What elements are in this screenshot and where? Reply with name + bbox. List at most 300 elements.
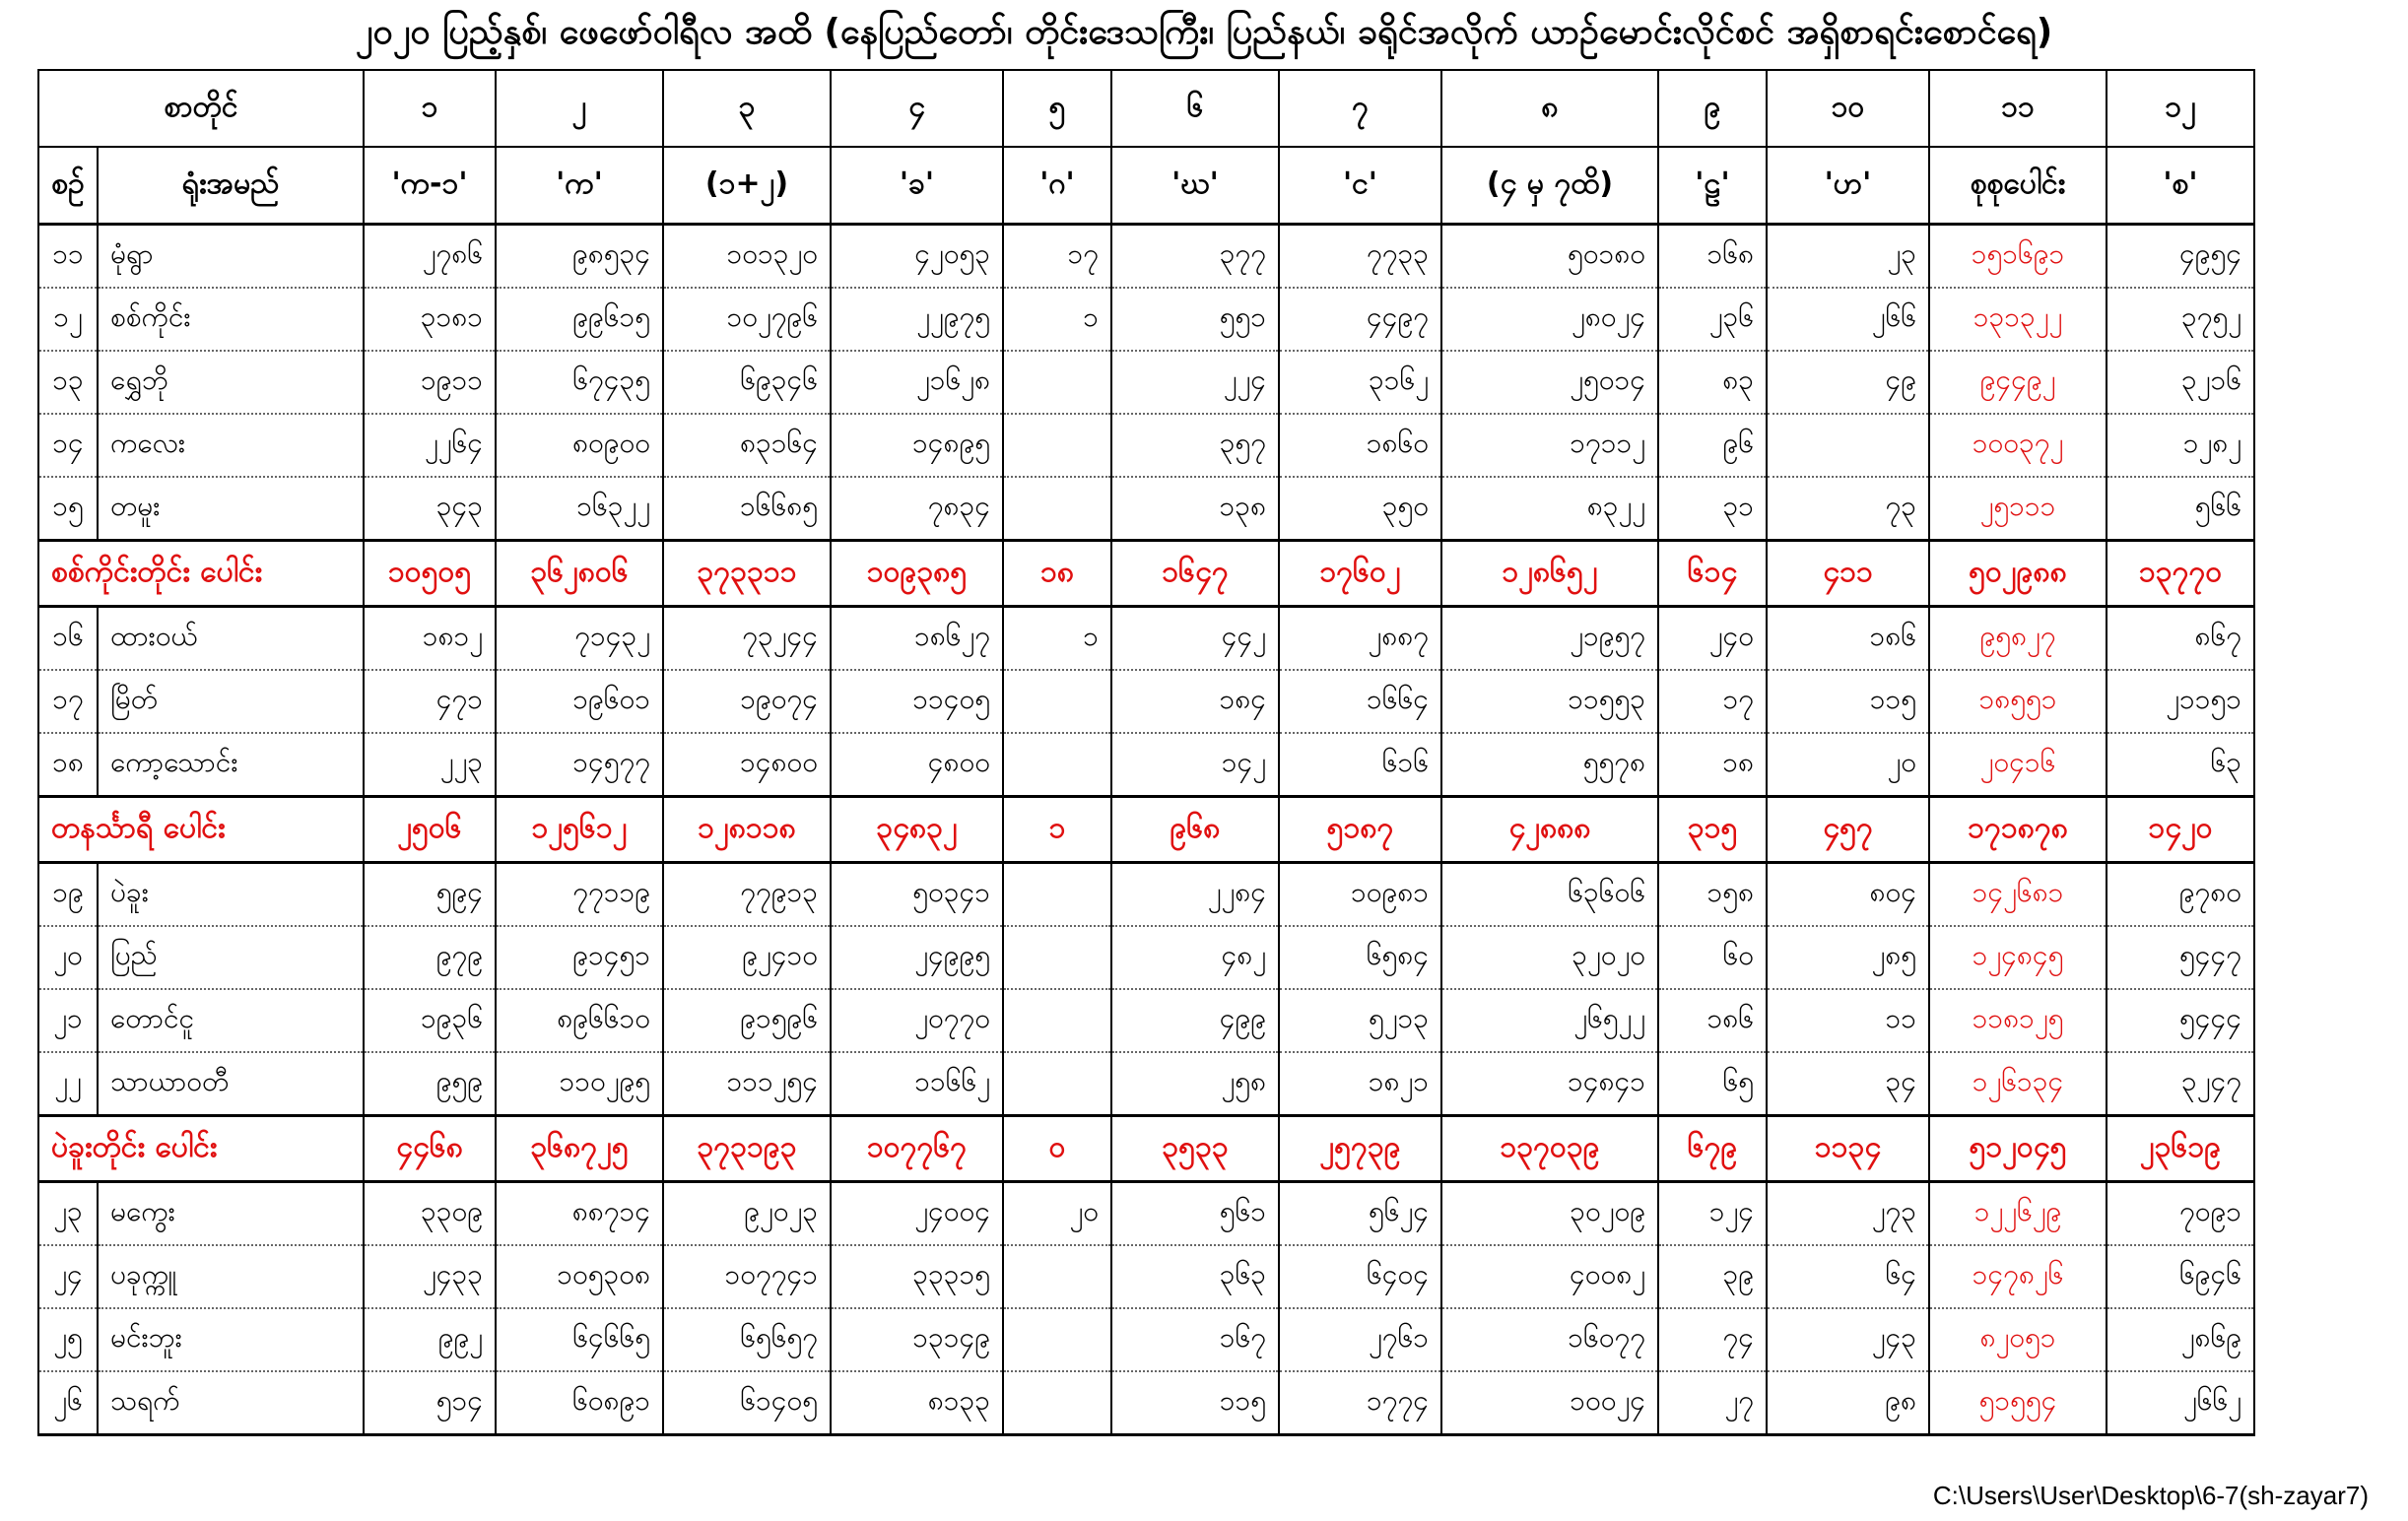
table-row	[38, 1182, 2254, 1246]
row-value: ၃၂၄၇	[2107, 1052, 2254, 1116]
subtotal-label: စစ်ကိုင်းတိုင်း ပေါင်း	[38, 541, 364, 607]
row-value: ၂၀၇၇၀	[831, 989, 1003, 1052]
row-office-name: မုံရွာ	[98, 225, 364, 289]
table-row	[38, 477, 2254, 541]
row-value	[1003, 1052, 1111, 1116]
row-value: ၁၄၂	[1111, 733, 1279, 797]
row-value: ၁၀၅၃၀၈	[496, 1245, 663, 1308]
row-value: ၆၅၆၅၇	[663, 1308, 831, 1371]
row-value: ၈၁၃၃	[831, 1371, 1003, 1435]
row-value: ၁၀၉၈၁	[1279, 863, 1441, 927]
row-value: ၆၉၄၆	[2107, 1245, 2254, 1308]
row-value: ၁၁၀၂၉၅	[496, 1052, 663, 1116]
row-total-value: ၁၂၆၁၃၄	[1929, 1052, 2107, 1116]
row-value: ၅၄၄၄	[2107, 989, 2254, 1052]
subtotal-value: ၆၁၄	[1658, 541, 1767, 607]
row-total-value: ၁၄၂၆၈၁	[1929, 863, 2107, 927]
row-value: ၃၇၇	[1111, 225, 1279, 289]
row-value: ၁၈၆၂၇	[831, 607, 1003, 671]
header-column-number: ၅	[1003, 70, 1111, 147]
row-value: ၂၁၁၅၁	[2107, 670, 2254, 733]
row-total-value: ၁၂၄၈၄၅	[1929, 926, 2107, 989]
row-value: ၂၈၀၂၄	[1441, 288, 1658, 351]
row-value: ၅၀၁၈၀	[1441, 225, 1658, 289]
row-value: ၁၇	[1003, 225, 1111, 289]
row-value: ၁၆၆၈၅	[663, 477, 831, 541]
row-value: ၁၈	[1658, 733, 1767, 797]
file-path-label: C:\Users\User\Desktop\6-7(sh-zayar7)	[1932, 1481, 2369, 1510]
header-category: စုစုပေါင်း	[1929, 147, 2107, 225]
header-category: 'က-၁'	[364, 147, 496, 225]
row-value: ၇၇၁၁၉	[496, 863, 663, 927]
row-value: ၉၁၄၅၁	[496, 926, 663, 989]
header-column-number: ၄	[831, 70, 1003, 147]
row-office-name: မင်းဘူး	[98, 1308, 364, 1371]
row-value: ၇၁၄၃၂	[496, 607, 663, 671]
row-value	[1767, 414, 1929, 477]
row-value: ၂၄၀၀၄	[831, 1182, 1003, 1246]
header-column-number: ၉	[1658, 70, 1767, 147]
row-value: ၅၆၂၄	[1279, 1182, 1441, 1246]
subtotal-value: ၁၀၉၃၈၅	[831, 541, 1003, 607]
row-serial: ၁၁	[38, 225, 98, 289]
row-value: ၈၃၁၆၄	[663, 414, 831, 477]
row-total-value: ၁၀၀၃၇၂	[1929, 414, 2107, 477]
row-total-value: ၁၂၂၆၂၉	[1929, 1182, 2107, 1246]
subtotal-value: ၅၁၈၇	[1279, 797, 1441, 863]
row-value: ၂၈၅	[1767, 926, 1929, 989]
row-value: ၃၀၂၀၉	[1441, 1182, 1658, 1246]
row-value: ၈၃၂၂	[1441, 477, 1658, 541]
subtotal-value: ၁၀၅၀၅	[364, 541, 496, 607]
row-value	[1003, 1371, 1111, 1435]
row-value: ၁၇၇၄	[1279, 1371, 1441, 1435]
row-serial: ၁၉	[38, 863, 98, 927]
row-value: ၄၀၀၈၂	[1441, 1245, 1658, 1308]
row-serial: ၁၂	[38, 288, 98, 351]
row-value: ၁၆၇	[1111, 1308, 1279, 1371]
row-value: ၈၈၇၁၄	[496, 1182, 663, 1246]
table-row	[38, 414, 2254, 477]
row-value: ၃၄၃	[364, 477, 496, 541]
table-row	[38, 989, 2254, 1052]
row-value: ၁၀၀၂၄	[1441, 1371, 1658, 1435]
row-value: ၂၆၆၂	[2107, 1371, 2254, 1435]
row-value: ၁၆၆၄	[1279, 670, 1441, 733]
row-value: ၄၄၉၇	[1279, 288, 1441, 351]
row-value: ၁၉၃၆	[364, 989, 496, 1052]
row-value: ၉၈၅၃၄	[496, 225, 663, 289]
row-value: ၁၇	[1658, 670, 1767, 733]
row-value: ၉၂၄၁၀	[663, 926, 831, 989]
row-value: ၁၀၇၇၄၁	[663, 1245, 831, 1308]
header-column-number: ၇	[1279, 70, 1441, 147]
license-table	[37, 69, 2255, 1436]
row-value: ၁၄၈၄၁	[1441, 1052, 1658, 1116]
row-value: ၃၅၇	[1111, 414, 1279, 477]
header-column-number: ၁	[364, 70, 496, 147]
row-value	[1003, 414, 1111, 477]
row-value: ၅၉၄	[364, 863, 496, 927]
row-value: ၅၄၄၇	[2107, 926, 2254, 989]
row-value: ၂၂၃	[364, 733, 496, 797]
header-column-number: ၆	[1111, 70, 1279, 147]
row-value: ၅၁၄	[364, 1371, 496, 1435]
row-value: ၈၀၄	[1767, 863, 1929, 927]
row-value: ၂၁၉၅၇	[1441, 607, 1658, 671]
page-title: ၂၀၂၀ ပြည့်နှစ်၊ ဖေဖော်ဝါရီလ အထိ (နေပြည်တော်၊ တိုင်းဒေသကြီး၊ ပြည်နယ်၊ ခရိုင်အလိုက် ယာဉ်မောင်းလိုင်စင် အရှိစာရင်းစောင်ရေ)	[355, 12, 2053, 52]
row-value: ၂၆၆	[1767, 288, 1929, 351]
table-row	[38, 607, 2254, 671]
header-title-cell: စာတိုင်	[38, 70, 364, 147]
row-value: ၃၃၀၉	[364, 1182, 496, 1246]
row-value: ၂၂၉၇၅	[831, 288, 1003, 351]
row-value: ၉၇၉	[364, 926, 496, 989]
header-category: 'ဠ'	[1658, 147, 1767, 225]
subtotal-value: ၁၀၇၇၆၇	[831, 1116, 1003, 1182]
row-office-name: ရွှေဘို	[98, 351, 364, 414]
row-value: ၃၆၃	[1111, 1245, 1279, 1308]
row-value: ၁၁၄၀၅	[831, 670, 1003, 733]
row-value: ၃၂၀၂၀	[1441, 926, 1658, 989]
row-value: ၈၃	[1658, 351, 1767, 414]
row-value: ၇၈၃၄	[831, 477, 1003, 541]
row-value	[1003, 863, 1111, 927]
row-office-name: မြိတ်	[98, 670, 364, 733]
subtotal-value: ၁၄၂၀	[2107, 797, 2254, 863]
row-value: ၉၂၀၂၃	[663, 1182, 831, 1246]
header-column-number: ၂	[496, 70, 663, 147]
header-category: 'ဟ'	[1767, 147, 1929, 225]
row-value: ၂၄၉၉၅	[831, 926, 1003, 989]
row-serial: ၂၃	[38, 1182, 98, 1246]
row-value: ၆၄၆၆၅	[496, 1308, 663, 1371]
row-value: ၅၅၇၈	[1441, 733, 1658, 797]
row-value: ၇၀၉၁	[2107, 1182, 2254, 1246]
row-serial: ၁၅	[38, 477, 98, 541]
subtotal-value: ၄၄၆၈	[364, 1116, 496, 1182]
row-value: ၃၅၀	[1279, 477, 1441, 541]
row-value: ၂၂၆၄	[364, 414, 496, 477]
subtotal-value: ၀	[1003, 1116, 1111, 1182]
row-value: ၂၅၈	[1111, 1052, 1279, 1116]
subtotal-value: ၄၂၈၈၈	[1441, 797, 1658, 863]
row-value: ၄၄၂	[1111, 607, 1279, 671]
header-row-categories	[38, 147, 2254, 225]
header-category: 'ဂ'	[1003, 147, 1111, 225]
row-value: ၂၈၈၇	[1279, 607, 1441, 671]
header-category: 'စ'	[2107, 147, 2254, 225]
row-value: ၁၉၀၇၄	[663, 670, 831, 733]
row-serial: ၂၀	[38, 926, 98, 989]
header-category: (၄ မှ ၇ထိ)	[1441, 147, 1658, 225]
subtotal-value: ၃၅၃၃	[1111, 1116, 1279, 1182]
row-value	[1003, 477, 1111, 541]
row-value: ၈၆၇	[2107, 607, 2254, 671]
row-value: ၃၂၁၆	[2107, 351, 2254, 414]
row-serial: ၂၁	[38, 989, 98, 1052]
row-value: ၂၇	[1658, 1371, 1767, 1435]
header-column-number: ၁၁	[1929, 70, 2107, 147]
row-value: ၂၅၀၁၄	[1441, 351, 1658, 414]
subtotal-value: ၁	[1003, 797, 1111, 863]
row-total-value: ၁၁၈၁၂၅	[1929, 989, 2107, 1052]
row-value: ၂၄၃၃	[364, 1245, 496, 1308]
row-value: ၂၇၆၁	[1279, 1308, 1441, 1371]
row-value: ၂၇၃	[1767, 1182, 1929, 1246]
row-serial: ၂၄	[38, 1245, 98, 1308]
row-office-name: စစ်ကိုင်း	[98, 288, 364, 351]
row-value: ၃၉	[1658, 1245, 1767, 1308]
row-value: ၄၉၅၄	[2107, 225, 2254, 289]
row-value: ၁၈၁၂	[364, 607, 496, 671]
row-value: ၉၈	[1767, 1371, 1929, 1435]
row-office-name: တောင်ငူ	[98, 989, 364, 1052]
row-serial: ၁၃	[38, 351, 98, 414]
header-category: (၁+၂)	[663, 147, 831, 225]
subtotal-value: ၁၁၃၄	[1767, 1116, 1929, 1182]
table-row	[38, 1245, 2254, 1308]
subtotal-value: ၁၃၇၇၀	[2107, 541, 2254, 607]
row-office-name: ကော့သောင်း	[98, 733, 364, 797]
row-value: ၈၉၆၆၁၀	[496, 989, 663, 1052]
row-serial: ၂၆	[38, 1371, 98, 1435]
table-row	[38, 670, 2254, 733]
table-row	[38, 1308, 2254, 1371]
row-value	[1003, 926, 1111, 989]
subtotal-row	[38, 1116, 2254, 1182]
row-value: ၁၄၈၀၀	[663, 733, 831, 797]
row-value: ၃၇၅၂	[2107, 288, 2254, 351]
row-value: ၁၁၅၅၃	[1441, 670, 1658, 733]
subtotal-value: ၆၇၉	[1658, 1116, 1767, 1182]
row-value: ၁၅၈	[1658, 863, 1767, 927]
row-value: ၁၈၂၁	[1279, 1052, 1441, 1116]
row-value: ၁၈၆	[1658, 989, 1767, 1052]
row-value: ၂၈၆၉	[2107, 1308, 2254, 1371]
table-row	[38, 1371, 2254, 1435]
row-value: ၄၂၀၅၃	[831, 225, 1003, 289]
row-value: ၈၀၉၀၀	[496, 414, 663, 477]
row-value: ၉၇၈၀	[2107, 863, 2254, 927]
row-serial: ၁၆	[38, 607, 98, 671]
row-value: ၃၃၃၁၅	[831, 1245, 1003, 1308]
row-value: ၆၃	[2107, 733, 2254, 797]
row-office-name: ကလေး	[98, 414, 364, 477]
header-column-number: ၁၂	[2107, 70, 2254, 147]
row-value: ၅၀၃၄၁	[831, 863, 1003, 927]
row-value: ၉၅၉	[364, 1052, 496, 1116]
row-value: ၃၄	[1767, 1052, 1929, 1116]
row-value: ၂၁၆၂၈	[831, 351, 1003, 414]
row-office-name: ပခုက္ကူ	[98, 1245, 364, 1308]
subtotal-value: ၂၃၆၁၉	[2107, 1116, 2254, 1182]
subtotal-value: ၅၁၂၀၄၅	[1929, 1116, 2107, 1182]
subtotal-value: ၁၇၆၀၂	[1279, 541, 1441, 607]
row-office-name: သရက်	[98, 1371, 364, 1435]
row-value	[1003, 733, 1111, 797]
subtotal-value: ၃၆၈၇၂၅	[496, 1116, 663, 1182]
row-value: ၂၀	[1767, 733, 1929, 797]
subtotal-value: ၁၃၇၀၃၉	[1441, 1116, 1658, 1182]
row-total-value: ၂၀၄၁၆	[1929, 733, 2107, 797]
row-value: ၉၆	[1658, 414, 1767, 477]
table-row	[38, 351, 2254, 414]
subtotal-label: တနင်္သာရီ ပေါင်း	[38, 797, 364, 863]
subtotal-value: ၂၅၇၃၉	[1279, 1116, 1441, 1182]
header-column-number: ၃	[663, 70, 831, 147]
row-value: ၅၆၆	[2107, 477, 2254, 541]
subtotal-value: ၃၆၂၈၀၆	[496, 541, 663, 607]
subtotal-value: ၁၆၄၇	[1111, 541, 1279, 607]
subtotal-value: ၄၅၇	[1767, 797, 1929, 863]
row-value	[1003, 1245, 1111, 1308]
table-row	[38, 733, 2254, 797]
subtotal-value: ၂၅၀၆	[364, 797, 496, 863]
row-value: ၁၈၆၀	[1279, 414, 1441, 477]
row-value: ၁၄၅၇၇	[496, 733, 663, 797]
row-value: ၉၉၂	[364, 1308, 496, 1371]
row-value: ၆၄၀၄	[1279, 1245, 1441, 1308]
row-value: ၁၁	[1767, 989, 1929, 1052]
row-value: ၁၆၈	[1658, 225, 1767, 289]
row-value: ၁၈၄	[1111, 670, 1279, 733]
row-value: ၄၉	[1767, 351, 1929, 414]
row-total-value: ၁၈၅၅၁	[1929, 670, 2107, 733]
subtotal-value: ၅၀၂၉၈၈	[1929, 541, 2107, 607]
row-office-name: ပြည်	[98, 926, 364, 989]
row-value: ၅၅၁	[1111, 288, 1279, 351]
row-total-value: ၈၂၀၅၁	[1929, 1308, 2107, 1371]
header-category: 'က'	[496, 147, 663, 225]
header-column-number: ၁၀	[1767, 70, 1929, 147]
header-column-number: ၈	[1441, 70, 1658, 147]
row-office-name: တမူး	[98, 477, 364, 541]
row-value: ၉၉၆၁၅	[496, 288, 663, 351]
row-value: ၁၃၈	[1111, 477, 1279, 541]
row-value: ၆၀၈၉၁	[496, 1371, 663, 1435]
row-value: ၁၆၃၂၂	[496, 477, 663, 541]
subtotal-row	[38, 797, 2254, 863]
row-serial: ၁၈	[38, 733, 98, 797]
row-total-value: ၅၁၅၅၄	[1929, 1371, 2107, 1435]
header-serial: စဉ်	[38, 147, 98, 225]
row-value: ၂၄၀	[1658, 607, 1767, 671]
row-office-name: ထားဝယ်	[98, 607, 364, 671]
header-office-name: ရုံးအမည်	[98, 147, 364, 225]
row-value: ၄၇၁	[364, 670, 496, 733]
row-office-name: သာယာဝတီ	[98, 1052, 364, 1116]
row-value: ၇၄	[1658, 1308, 1767, 1371]
row-value: ၃၁၈၁	[364, 288, 496, 351]
row-serial: ၂၅	[38, 1308, 98, 1371]
row-value: ၁၁၅	[1767, 670, 1929, 733]
row-serial: ၁၄	[38, 414, 98, 477]
row-value: ၆၁၄၀၅	[663, 1371, 831, 1435]
table-row	[38, 225, 2254, 289]
row-value: ၆၄	[1767, 1245, 1929, 1308]
subtotal-value: ၃၇၃၁၉၃	[663, 1116, 831, 1182]
row-value: ၁၉၆၀၁	[496, 670, 663, 733]
row-value: ၁	[1003, 288, 1111, 351]
row-total-value: ၉၅၈၂၇	[1929, 607, 2107, 671]
row-value: ၁	[1003, 607, 1111, 671]
row-office-name: ပဲခူး	[98, 863, 364, 927]
subtotal-value: ၃၁၅	[1658, 797, 1767, 863]
row-value: ၇၇၉၁၃	[663, 863, 831, 927]
row-value: ၁၁၁၂၅၄	[663, 1052, 831, 1116]
table-row	[38, 863, 2254, 927]
row-total-value: ၉၄၄၉၂	[1929, 351, 2107, 414]
header-category: 'ခ'	[831, 147, 1003, 225]
row-value: ၆၉၃၄၆	[663, 351, 831, 414]
row-serial: ၂၂	[38, 1052, 98, 1116]
subtotal-value: ၃၄၈၃၂	[831, 797, 1003, 863]
row-value	[1003, 989, 1111, 1052]
row-value: ၆၃၆၀၆	[1441, 863, 1658, 927]
row-value: ၂၃	[1767, 225, 1929, 289]
row-value: ၉၁၅၉၆	[663, 989, 831, 1052]
row-value: ၂၀	[1003, 1182, 1111, 1246]
header-category: 'င'	[1279, 147, 1441, 225]
subtotal-value: ၃၇၃၃၁၁	[663, 541, 831, 607]
subtotal-value: ၁၂၅၆၁၂	[496, 797, 663, 863]
subtotal-value: ၁၂၈၁၁၈	[663, 797, 831, 863]
row-value: ၂၂၄	[1111, 351, 1279, 414]
row-total-value: ၂၅၁၁၁	[1929, 477, 2107, 541]
row-value	[1003, 351, 1111, 414]
row-value: ၂၂၈၄	[1111, 863, 1279, 927]
row-value: ၂၆၅၂၂	[1441, 989, 1658, 1052]
row-value	[1003, 1308, 1111, 1371]
row-value: ၂၄၃	[1767, 1308, 1929, 1371]
row-value: ၄၈၀၀	[831, 733, 1003, 797]
row-office-name: မကွေး	[98, 1182, 364, 1246]
row-value: ၁၀၁၃၂၀	[663, 225, 831, 289]
row-value: ၁၇၁၁၂	[1441, 414, 1658, 477]
row-value: ၂၃၆	[1658, 288, 1767, 351]
row-value: ၆၁၆	[1279, 733, 1441, 797]
row-value: ၆၅၈၄	[1279, 926, 1441, 989]
row-value: ၁၀၂၇၉၆	[663, 288, 831, 351]
row-value: ၁၁၆၆၂	[831, 1052, 1003, 1116]
row-value: ၁၄၈၉၅	[831, 414, 1003, 477]
row-value: ၇၃	[1767, 477, 1929, 541]
row-value: ၆၅	[1658, 1052, 1767, 1116]
row-value: ၁၂၄	[1658, 1182, 1767, 1246]
row-value: ၃၁၆၂	[1279, 351, 1441, 414]
table-row	[38, 926, 2254, 989]
row-value: ၁၂၈၂	[2107, 414, 2254, 477]
subtotal-value: ၄၁၁	[1767, 541, 1929, 607]
row-value: ၄၈၂	[1111, 926, 1279, 989]
row-value: ၁၃၁၄၉	[831, 1308, 1003, 1371]
header-row-columns	[38, 70, 2254, 147]
row-value: ၁၆၀၇၇	[1441, 1308, 1658, 1371]
row-total-value: ၁၅၁၆၉၁	[1929, 225, 2107, 289]
row-value: ၅၂၁၃	[1279, 989, 1441, 1052]
row-value: ၃၁	[1658, 477, 1767, 541]
row-value: ၆၇၄၃၅	[496, 351, 663, 414]
subtotal-value: ၁၇၁၈၇၈	[1929, 797, 2107, 863]
row-total-value: ၁၃၁၃၂၂	[1929, 288, 2107, 351]
table-row	[38, 288, 2254, 351]
row-value: ၆၀	[1658, 926, 1767, 989]
row-value	[1003, 670, 1111, 733]
subtotal-label: ပဲခူးတိုင်း ပေါင်း	[38, 1116, 364, 1182]
row-value: ၁၈၆	[1767, 607, 1929, 671]
subtotal-value: ၁၂၈၆၅၂	[1441, 541, 1658, 607]
